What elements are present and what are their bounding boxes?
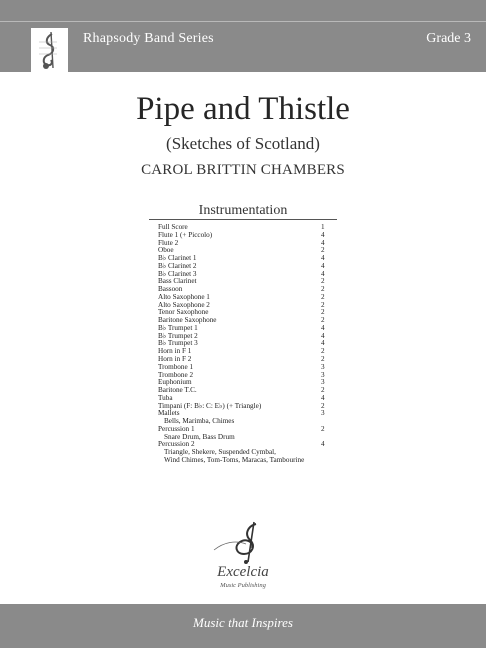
instrument-name: B♭ Trumpet 2 bbox=[158, 331, 198, 340]
instrument-name: Trombone 1 bbox=[158, 362, 194, 371]
publisher-subtitle: Music Publishing bbox=[220, 582, 266, 589]
series-name: Rhapsody Band Series bbox=[83, 31, 214, 46]
instrument-name: Trombone 2 bbox=[158, 370, 194, 379]
instrument-name: Baritone T.C. bbox=[158, 386, 197, 395]
instrument-count: 2 bbox=[321, 401, 325, 410]
instrumentation-rule bbox=[149, 219, 337, 220]
instrumentation-row bbox=[158, 278, 333, 286]
header-band bbox=[0, 0, 486, 72]
instrument-name: Bells, Marimba, Chimes bbox=[164, 417, 235, 426]
instrument-name: Alto Saxophone 2 bbox=[158, 300, 210, 309]
instrument-name: Baritone Saxophone bbox=[158, 316, 217, 325]
instrument-count: 4 bbox=[321, 254, 325, 263]
instrument-count: 2 bbox=[321, 292, 325, 301]
music-clef-icon bbox=[31, 28, 68, 72]
instrument-count: 3 bbox=[321, 362, 325, 371]
instrumentation-row bbox=[158, 457, 333, 465]
instrument-name: B♭ Clarinet 1 bbox=[158, 254, 197, 263]
instrumentation-row bbox=[158, 387, 333, 395]
instrument-name: Flute 2 bbox=[158, 238, 179, 247]
instrument-count: 2 bbox=[321, 316, 325, 325]
instrument-name: Horn in F 2 bbox=[158, 355, 192, 364]
instrumentation-list bbox=[158, 224, 333, 465]
instrument-name: Alto Saxophone 1 bbox=[158, 292, 210, 301]
instrument-count: 3 bbox=[321, 370, 325, 379]
instrument-count: 3 bbox=[321, 378, 325, 387]
instrument-name: Bass Clarinet bbox=[158, 277, 197, 286]
instrument-count: 2 bbox=[321, 246, 325, 255]
instrument-count: 2 bbox=[321, 347, 325, 356]
instrument-count: 3 bbox=[321, 409, 325, 418]
instrument-name: Bassoon bbox=[158, 285, 183, 294]
instrument-count: 4 bbox=[321, 230, 325, 239]
instrument-name: Horn in F 1 bbox=[158, 347, 192, 356]
instrument-name: B♭ Trumpet 3 bbox=[158, 339, 198, 348]
instrument-count: 4 bbox=[321, 331, 325, 340]
instrument-count: 2 bbox=[321, 424, 325, 433]
instrument-name: B♭ Clarinet 2 bbox=[158, 261, 197, 270]
instrument-count: 4 bbox=[321, 393, 325, 402]
grade-label: Grade 3 bbox=[426, 31, 471, 46]
instrument-count: 4 bbox=[321, 261, 325, 270]
instrument-name: Mallets bbox=[158, 409, 180, 418]
instrument-count: 2 bbox=[321, 308, 325, 317]
instrumentation-row bbox=[158, 240, 333, 248]
instrument-count: 4 bbox=[321, 339, 325, 348]
instrument-name: B♭ Trumpet 1 bbox=[158, 323, 198, 332]
instrument-name: B♭ Clarinet 3 bbox=[158, 269, 197, 278]
instrument-count: 1 bbox=[321, 223, 325, 231]
instrument-name: Timpani (F: B♭: C: E♭) (+ Triangle) bbox=[158, 401, 262, 410]
instrument-name: Wind Chimes, Tom-Toms, Maracas, Tambourine bbox=[164, 455, 305, 464]
page-title: Pipe and Thistle bbox=[136, 91, 350, 127]
instrument-count: 2 bbox=[321, 277, 325, 286]
instrumentation-row bbox=[158, 403, 333, 411]
instrument-count: 2 bbox=[321, 386, 325, 395]
instrument-name: Oboe bbox=[158, 246, 174, 255]
instrument-name: Triangle, Shekere, Suspended Cymbal, bbox=[164, 448, 276, 457]
instrument-name: Euphonium bbox=[158, 378, 192, 387]
header-divider bbox=[0, 21, 486, 22]
instrument-name: Percussion 2 bbox=[158, 440, 195, 449]
publisher-name: Excelcia bbox=[217, 564, 269, 580]
instrument-count: 4 bbox=[321, 269, 325, 278]
instrument-name: Tenor Saxophone bbox=[158, 308, 209, 317]
instrument-count: 4 bbox=[321, 238, 325, 247]
instrument-name: Snare Drum, Bass Drum bbox=[164, 432, 235, 441]
instrumentation-heading: Instrumentation bbox=[198, 203, 288, 218]
instrument-count: 2 bbox=[321, 285, 325, 294]
instrument-count: 2 bbox=[321, 355, 325, 364]
instrument-name: Percussion 1 bbox=[158, 424, 195, 433]
treble-clef-icon bbox=[202, 520, 284, 564]
instrument-name: Flute 1 (+ Piccolo) bbox=[158, 230, 213, 239]
instrument-count: 4 bbox=[321, 440, 325, 449]
instrument-name: Full Score bbox=[158, 223, 188, 231]
footer-tagline: Music that Inspires bbox=[193, 615, 293, 630]
instrument-count: 2 bbox=[321, 300, 325, 309]
composer-name: CAROL BRITTIN CHAMBERS bbox=[141, 162, 345, 178]
page-subtitle: (Sketches of Scotland) bbox=[166, 134, 320, 153]
instrument-name: Tuba bbox=[158, 393, 173, 402]
instrument-count: 4 bbox=[321, 323, 325, 332]
instrumentation-row bbox=[158, 232, 333, 240]
series-logo bbox=[31, 28, 68, 72]
